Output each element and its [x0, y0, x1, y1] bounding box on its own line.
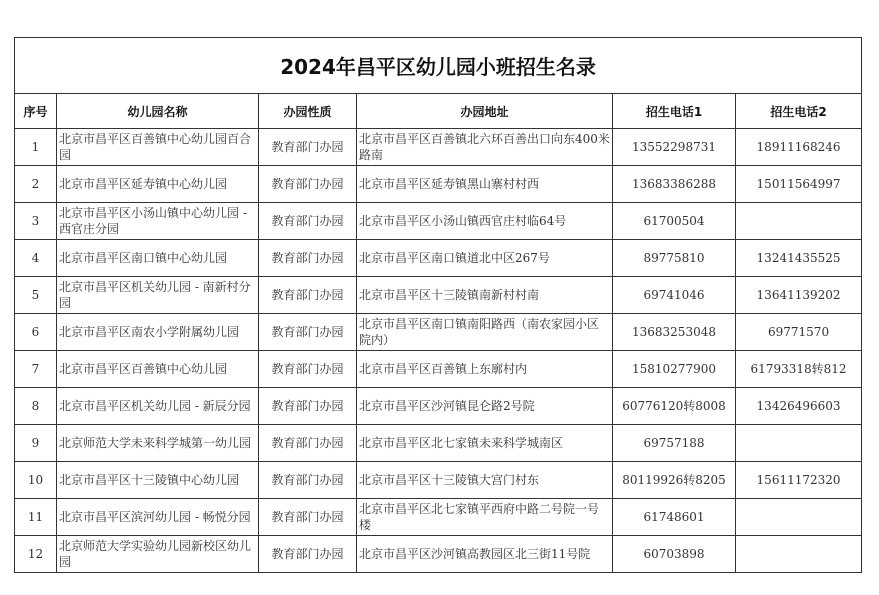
cell-phone2	[736, 462, 862, 499]
cell-no	[15, 388, 57, 425]
cell-phone1-text: 13552298731	[632, 140, 716, 154]
cell-kindergarten-name-text: 北京师范大学未来科学城第一幼儿园	[59, 436, 252, 450]
cell-phone1	[613, 351, 736, 388]
cell-no	[15, 462, 57, 499]
header-no: 序号	[15, 94, 57, 129]
cell-type-text: 教育部门办园	[271, 473, 344, 487]
header-row	[15, 94, 862, 129]
header-phone1: 招生电话1	[613, 94, 736, 129]
table-row	[15, 388, 862, 425]
cell-phone1	[613, 314, 736, 351]
cell-address	[357, 129, 613, 166]
cell-kindergarten-name-text: 北京市昌平区百善镇中心幼儿园百合园	[59, 132, 252, 162]
cell-phone2-text: 13426496603	[756, 399, 841, 413]
header-address: 办园地址	[357, 94, 613, 129]
cell-phone1	[613, 240, 736, 277]
cell-address-text: 北京市昌平区沙河镇昆仑路2号院	[359, 399, 535, 413]
cell-address-text: 北京市昌平区小汤山镇西官庄村临64号	[359, 214, 567, 228]
cell-type	[259, 277, 357, 314]
cell-kindergarten-name-text: 北京市昌平区滨河幼儿园 - 畅悦分园	[59, 510, 251, 524]
cell-no	[15, 351, 57, 388]
cell-no-text: 2	[31, 177, 40, 191]
cell-address-text: 北京市昌平区百善镇上东廓村内	[359, 362, 528, 376]
cell-phone2-text: 15611172320	[756, 473, 841, 487]
cell-no	[15, 166, 57, 203]
cell-phone1-text: 60776120转8008	[622, 399, 726, 413]
cell-phone1-text: 61748601	[643, 510, 705, 524]
cell-type-text: 教育部门办园	[271, 547, 344, 561]
cell-no-text: 6	[31, 325, 40, 339]
cell-no-text: 7	[31, 362, 40, 376]
cell-phone2	[736, 203, 862, 240]
header-type: 办园性质	[259, 94, 357, 129]
cell-type	[259, 166, 357, 203]
cell-phone1-text: 60703898	[643, 547, 705, 561]
cell-phone1-text: 61700504	[643, 214, 705, 228]
cell-phone2	[736, 166, 862, 203]
cell-phone1	[613, 462, 736, 499]
cell-type	[259, 499, 357, 536]
cell-phone1-text: 69741046	[643, 288, 705, 302]
cell-kindergarten-name	[57, 388, 259, 425]
cell-kindergarten-name-text: 北京市昌平区南农小学附属幼儿园	[59, 325, 240, 339]
cell-no-text: 10	[27, 473, 44, 487]
cell-phone1-text: 13683253048	[632, 325, 716, 339]
cell-kindergarten-name	[57, 462, 259, 499]
kindergarten-table	[14, 37, 862, 573]
cell-type-text: 教育部门办园	[271, 325, 344, 339]
cell-address-text: 北京市昌平区南口镇南阳路西（南农家园小区院内）	[359, 317, 600, 347]
cell-address-text: 北京市昌平区十三陵镇大宫门村东	[359, 473, 540, 487]
cell-type	[259, 203, 357, 240]
cell-address	[357, 166, 613, 203]
cell-phone2	[736, 499, 862, 536]
cell-phone2	[736, 314, 862, 351]
cell-phone2	[736, 129, 862, 166]
cell-kindergarten-name	[57, 425, 259, 462]
cell-type-text: 教育部门办园	[271, 362, 344, 376]
cell-phone2-text: 61793318转812	[750, 362, 847, 376]
cell-no	[15, 499, 57, 536]
cell-no	[15, 203, 57, 240]
cell-type	[259, 314, 357, 351]
cell-address	[357, 351, 613, 388]
cell-phone1	[613, 203, 736, 240]
cell-address	[357, 425, 613, 462]
cell-kindergarten-name	[57, 240, 259, 277]
cell-phone2-text: 13241435525	[756, 251, 841, 265]
cell-kindergarten-name	[57, 166, 259, 203]
cell-address-text: 北京市昌平区十三陵镇南新村村南	[359, 288, 540, 302]
cell-phone1-text: 80119926转8205	[622, 473, 726, 487]
cell-phone1	[613, 499, 736, 536]
cell-address	[357, 499, 613, 536]
cell-type-text: 教育部门办园	[271, 510, 344, 524]
cell-no	[15, 240, 57, 277]
cell-kindergarten-name	[57, 536, 259, 573]
cell-no	[15, 129, 57, 166]
cell-no	[15, 314, 57, 351]
cell-kindergarten-name-text: 北京市昌平区机关幼儿园 - 新辰分园	[59, 399, 251, 413]
cell-type	[259, 129, 357, 166]
table-row	[15, 536, 862, 573]
cell-kindergarten-name	[57, 314, 259, 351]
cell-type-text: 教育部门办园	[271, 214, 344, 228]
cell-kindergarten-name-text: 北京市昌平区机关幼儿园 - 南新村分园	[59, 280, 251, 310]
cell-type-text: 教育部门办园	[271, 251, 344, 265]
cell-no-text: 5	[31, 288, 40, 302]
cell-address	[357, 203, 613, 240]
cell-no-text: 8	[31, 399, 40, 413]
cell-type	[259, 351, 357, 388]
table-row	[15, 499, 862, 536]
table-row	[15, 166, 862, 203]
cell-phone2	[736, 351, 862, 388]
cell-no-text: 9	[31, 436, 40, 450]
cell-type-text: 教育部门办园	[271, 288, 344, 302]
header-name: 幼儿园名称	[57, 94, 259, 129]
table-row	[15, 351, 862, 388]
cell-phone1	[613, 129, 736, 166]
cell-phone2-text: 13641139202	[756, 288, 841, 302]
cell-phone1	[613, 277, 736, 314]
cell-address	[357, 314, 613, 351]
table-row	[15, 462, 862, 499]
cell-address-text: 北京市昌平区南口镇道北中区267号	[359, 251, 550, 265]
cell-phone1	[613, 388, 736, 425]
cell-type-text: 教育部门办园	[271, 177, 344, 191]
cell-phone2	[736, 425, 862, 462]
cell-no	[15, 536, 57, 573]
cell-no-text: 3	[31, 214, 40, 228]
cell-kindergarten-name	[57, 129, 259, 166]
table-row	[15, 129, 862, 166]
cell-phone1-text: 69757188	[643, 436, 705, 450]
cell-type-text: 教育部门办园	[271, 140, 344, 154]
cell-address	[357, 277, 613, 314]
cell-phone2	[736, 277, 862, 314]
cell-address	[357, 462, 613, 499]
cell-kindergarten-name	[57, 203, 259, 240]
cell-phone1	[613, 425, 736, 462]
cell-phone2-text: 69771570	[768, 325, 830, 339]
cell-address-text: 北京市昌平区百善镇北六环百善出口向东400米路南	[359, 132, 610, 162]
cell-address-text: 北京市昌平区北七家镇平西府中路二号院一号楼	[359, 502, 600, 532]
cell-phone2-text: 18911168246	[756, 140, 841, 154]
cell-kindergarten-name	[57, 499, 259, 536]
cell-type-text: 教育部门办园	[271, 436, 344, 450]
cell-type-text: 教育部门办园	[271, 399, 344, 413]
cell-no-text: 12	[27, 547, 44, 561]
cell-kindergarten-name-text: 北京市昌平区十三陵镇中心幼儿园	[59, 473, 240, 487]
table-title: 2024年昌平区幼儿园小班招生名录	[15, 38, 862, 94]
cell-phone1-text: 15810277900	[632, 362, 716, 376]
table-row	[15, 314, 862, 351]
cell-type	[259, 462, 357, 499]
cell-no-text: 11	[27, 510, 44, 524]
table-row	[15, 277, 862, 314]
cell-no-text: 4	[31, 251, 40, 265]
cell-no	[15, 425, 57, 462]
cell-no	[15, 277, 57, 314]
cell-phone2	[736, 240, 862, 277]
cell-address	[357, 536, 613, 573]
table-row	[15, 240, 862, 277]
cell-kindergarten-name-text: 北京市昌平区南口镇中心幼儿园	[59, 251, 228, 265]
cell-phone1-text: 89775810	[643, 251, 705, 265]
table-row	[15, 203, 862, 240]
cell-address	[357, 240, 613, 277]
cell-phone1	[613, 166, 736, 203]
cell-type	[259, 536, 357, 573]
cell-phone1-text: 13683386288	[632, 177, 716, 191]
cell-address-text: 北京市昌平区沙河镇高教园区北三街11号院	[359, 547, 591, 561]
cell-type	[259, 388, 357, 425]
cell-address-text: 北京市昌平区北七家镇未来科学城南区	[359, 436, 564, 450]
cell-kindergarten-name	[57, 277, 259, 314]
cell-kindergarten-name-text: 北京师范大学实验幼儿园新校区幼儿园	[59, 539, 252, 569]
cell-kindergarten-name-text: 北京市昌平区小汤山镇中心幼儿园 - 西官庄分园	[59, 206, 247, 236]
cell-type	[259, 240, 357, 277]
cell-phone1	[613, 536, 736, 573]
cell-kindergarten-name	[57, 351, 259, 388]
cell-phone2	[736, 536, 862, 573]
cell-type	[259, 425, 357, 462]
cell-kindergarten-name-text: 北京市昌平区百善镇中心幼儿园	[59, 362, 228, 376]
header-phone2: 招生电话2	[736, 94, 862, 129]
cell-address	[357, 388, 613, 425]
cell-phone2	[736, 388, 862, 425]
table-row	[15, 425, 862, 462]
cell-kindergarten-name-text: 北京市昌平区延寿镇中心幼儿园	[59, 177, 228, 191]
cell-phone2-text: 15011564997	[756, 177, 841, 191]
cell-no-text: 1	[31, 140, 40, 154]
cell-address-text: 北京市昌平区延寿镇黑山寨村村西	[359, 177, 540, 191]
enrollment-sheet	[14, 37, 861, 573]
